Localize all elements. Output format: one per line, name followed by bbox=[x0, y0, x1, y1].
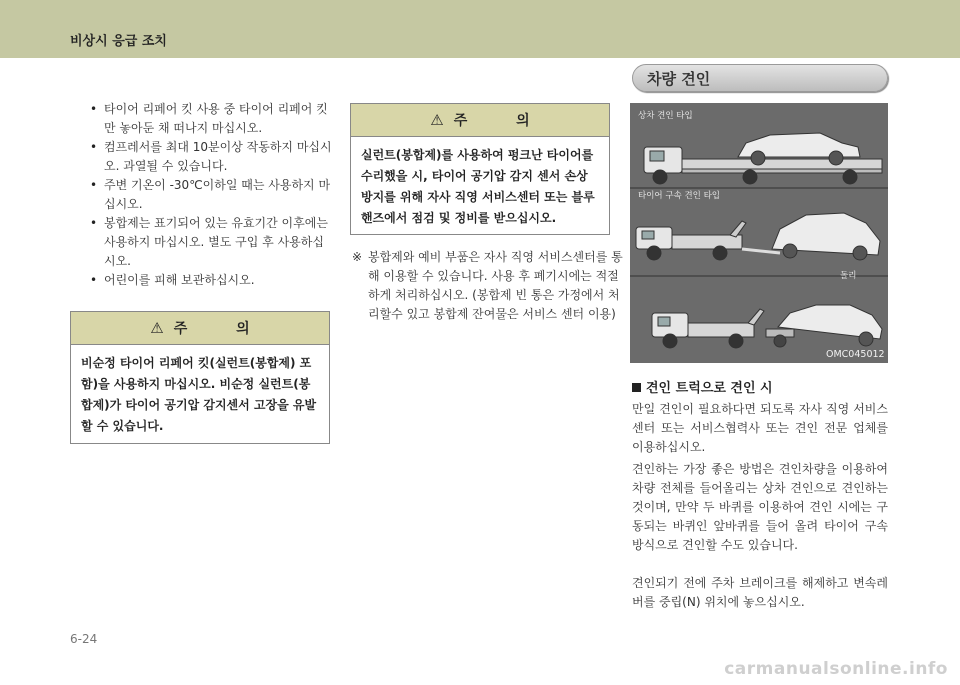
note-mark: ※ bbox=[352, 250, 363, 264]
wheel-lift-type-label: 타이어 구속 견인 타입 bbox=[638, 191, 721, 201]
subheading-text: 견인 트럭으로 견인 시 bbox=[646, 381, 773, 396]
page-number: 6-24 bbox=[70, 632, 98, 646]
dolly-tow-truck-icon bbox=[652, 309, 764, 348]
car-on-dolly-icon bbox=[778, 305, 882, 346]
body-paragraph: 견인되기 전에 주차 브레이크를 해제하고 변속레버를 중립(N) 위치에 놓으십시오. bbox=[632, 576, 888, 609]
precaution-list bbox=[86, 100, 332, 290]
sealant-note bbox=[352, 248, 626, 324]
dolly-icon bbox=[766, 329, 794, 347]
caution-box-middle bbox=[350, 103, 610, 235]
warning-triangle-icon: ⚠ bbox=[430, 111, 444, 129]
square-bullet-icon bbox=[632, 383, 641, 392]
caution-box-left bbox=[70, 311, 330, 444]
body-paragraph: 견인하는 가장 좋은 방법은 견인차량을 이용하여 차량 전체를 들어올리는 상차 견인으로 견인하는 것이며, 만약 두 바퀴를 이용하여 견인 시에는 구동되는 바퀴인 앞바퀴를 들어 올려 타이어 구속 방식으로 견인할 수도 있습니다. bbox=[632, 462, 888, 552]
figure-code: OMC045012 bbox=[826, 349, 885, 360]
list-item: • 봉합제는 표기되어 있는 유효기간 이후에는 사용하지 마십시오. 별도 구입 후 사용하십시오. bbox=[86, 214, 332, 271]
section-title-pill bbox=[632, 64, 888, 92]
header-bar bbox=[0, 0, 960, 58]
section-title: 차량 견인 bbox=[647, 70, 711, 88]
caution-text: 비순정 타이어 리페어 킷(실런트(봉합제) 포함)을 사용하지 마십시오. 비순정 실런트(봉합제)가 타이어 공기압 감지센서 고장을 유발할 수 있습니다. bbox=[81, 356, 317, 433]
list-item: • 컴프레서를 최대 10분이상 작동하지 마십시오. 과열될 수 있습니다. bbox=[86, 138, 332, 176]
list-item: • 어린이를 피해 보관하십시오. bbox=[86, 271, 332, 290]
dolly-label: 돌리 bbox=[840, 271, 857, 281]
page-header-title: 비상시 응급 조치 bbox=[70, 34, 167, 49]
wheel-lift-tow-truck-icon bbox=[636, 221, 780, 260]
caution-header bbox=[351, 104, 609, 137]
list-item: • 주변 기온이 -30℃이하일 때는 사용하지 마십시오. bbox=[86, 176, 332, 214]
warning-triangle-icon: ⚠ bbox=[150, 319, 164, 337]
car-wheel-lift-icon bbox=[772, 213, 880, 260]
towing-subheading bbox=[632, 377, 773, 396]
list-item: • 타이어 리페어 킷 사용 중 타이어 리페어 킷만 놓아둔 채 떠나지 마십시오. bbox=[86, 100, 332, 138]
note-text: 봉합제와 예비 부품은 자사 직영 서비스센터를 통해 이용할 수 있습니다. 사용 후 폐기시에는 적절하게 처리하십시오. (봉합제 빈 통은 가정에서 처리할수 있고 봉합제 잔여물은 서비스 센터 이용) bbox=[368, 250, 623, 321]
towing-types-drawing bbox=[630, 103, 888, 363]
caution-title: 주 의 bbox=[173, 321, 272, 337]
body-paragraph: 만일 견인이 필요하다면 되도록 자사 직영 서비스센터 또는 서비스협력사 또는 견인 전문 업체를 이용하십시오. bbox=[632, 402, 888, 454]
towing-illustration bbox=[630, 103, 888, 363]
flatbed-type-label: 상차 견인 타입 bbox=[638, 111, 693, 121]
caution-text: 실런트(봉합제)를 사용하여 펑크난 타이어를 수리했을 시, 타이어 공기압 감지 센서 손상 방지를 위해 자사 직영 서비스센터 또는 블루핸즈에서 점검 및 정비를 받으십시오. bbox=[361, 148, 595, 225]
caution-title: 주 의 bbox=[453, 113, 552, 129]
watermark: carmanualsonline.info bbox=[724, 659, 948, 679]
caution-header bbox=[71, 312, 329, 345]
